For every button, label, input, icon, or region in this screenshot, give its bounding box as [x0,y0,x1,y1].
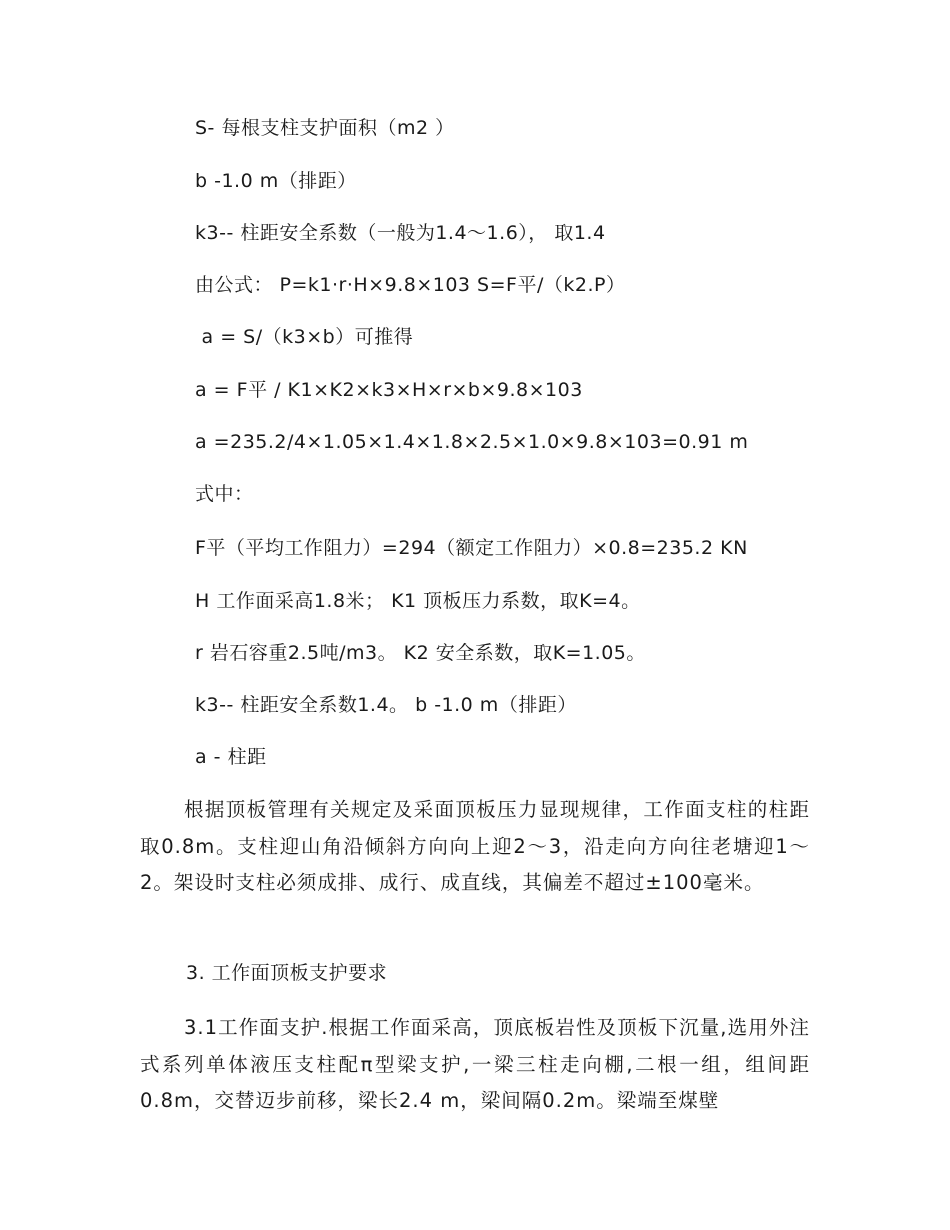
formula-line-8: 式中： [195,483,254,505]
formula-line-4: 由公式： P=k1·r·H×9.8×103 S=F平/（k2.P） [195,274,626,296]
formula-line-13: a - 柱距 [195,746,267,768]
formula-line-1: S- 每根支柱支护面积（m2 ） [195,117,455,139]
formula-line-3: k3-- 柱距安全系数（一般为1.4～1.6）， 取1.4 [195,222,606,244]
formula-line-2: b -1.0 m（排距） [195,170,357,192]
formula-line-5: a = S/（k3×b）可推得 [195,326,414,348]
body-paragraph-1: 根据顶板管理有关规定及采面顶板压力显现规律，工作面支柱的柱距取0.8m。支柱迎山角沿倾斜方向向上迎2～3，沿走向方向往老塘迎1～2。架设时支柱必须成排、成行、成直线，其偏差不超过±100毫米。 [140,798,810,894]
formula-line-10: H 工作面采高1.8米； K1 顶板压力系数，取K=4。 [195,590,641,612]
formula-line-7: a =235.2/4×1.05×1.4×1.8×2.5×1.0×9.8×103=0.91 m [195,431,749,453]
formula-line-12: k3-- 柱距安全系数1.4。 b -1.0 m（排距） [195,694,577,716]
formula-line-9: F平（平均工作阻力）=294（额定工作阻力）×0.8=235.2 KN [195,537,748,559]
formula-line-11: r 岩石容重2.5吨/m3。 K2 安全系数，取K=1.05。 [195,642,646,664]
section-heading: 3. 工作面顶板支护要求 [186,962,388,984]
formula-line-6: a = F平 / K1×K2×k3×H×r×b×9.8×103 [195,379,583,401]
body-paragraph-2: 3.1工作面支护.根据工作面采高，顶底板岩性及顶板下沉量,选用外注式系列单体液压支柱配π型梁支护,一梁三柱走向棚,二根一组，组间距0.8m，交替迈步前移，梁长2.4 m，梁间隔0.2m。梁端至煤壁 [140,1016,810,1112]
